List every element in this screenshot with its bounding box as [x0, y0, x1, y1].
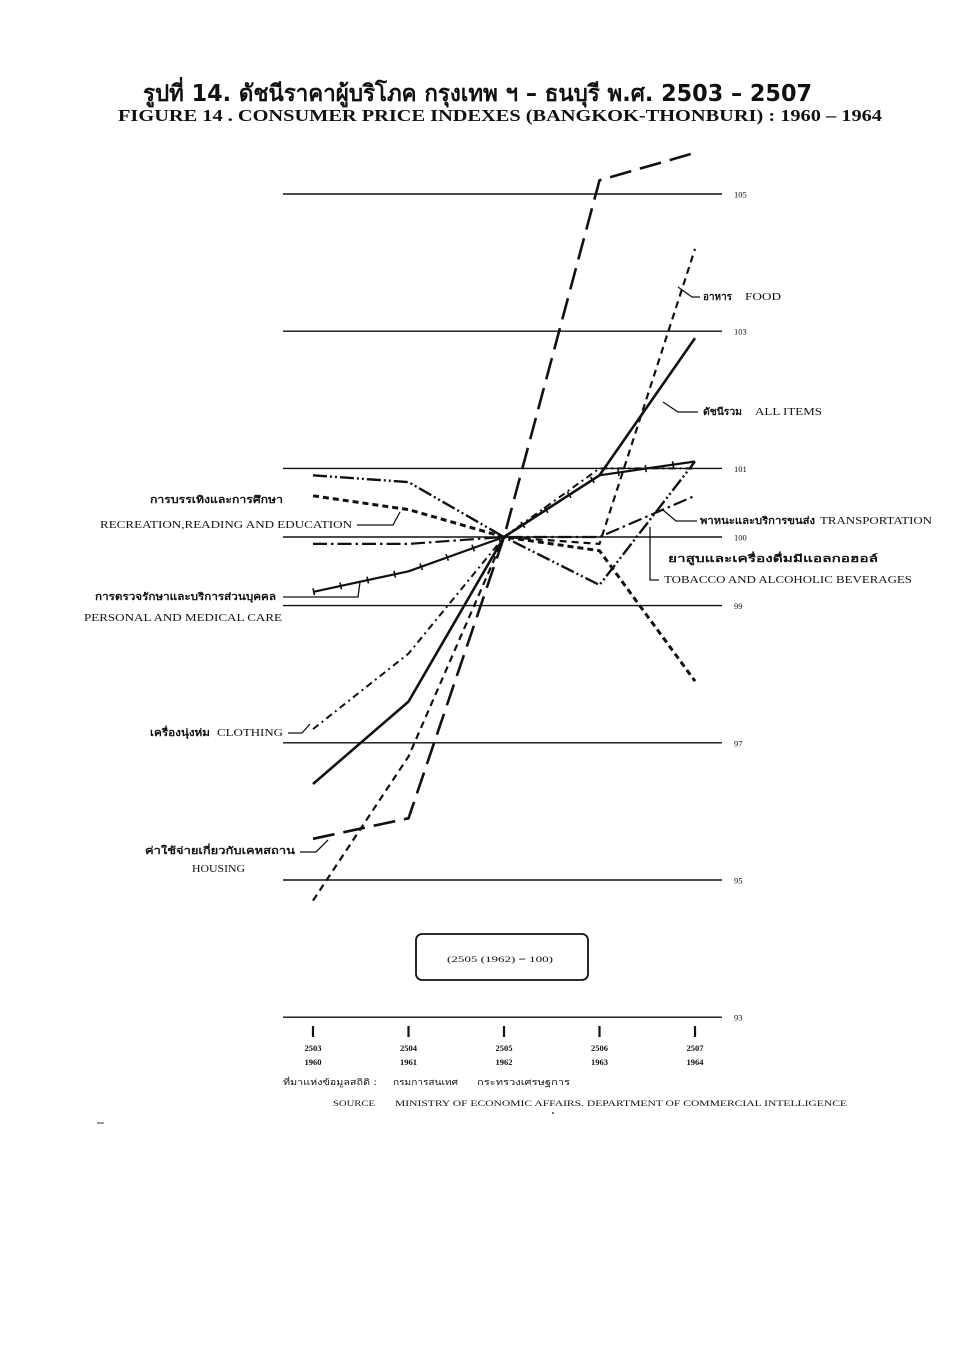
- chart-title-thai: รูปที่ 14. ดัชนีราคาผู้บริโภค กรุงเทพ ฯ – ธนบุรี พ.ศ. 2503 – 2507: [143, 81, 833, 107]
- label-all-items: ALL ITEMS: [755, 407, 822, 418]
- y-tick-label-100: 100: [734, 532, 747, 543]
- y-tick-label-101: 101: [734, 463, 747, 474]
- y-tick-label-97: 97: [734, 738, 743, 749]
- label-housing-thai: ค่าใช้จ่ายเกี่ยวกับเคหสถาน: [145, 846, 261, 857]
- y-tick-label-93: 93: [734, 1012, 743, 1023]
- x-axis: [305, 1026, 705, 1067]
- series-line-food: [313, 249, 695, 901]
- label-tobacco: TOBACCO AND ALCOHOLIC BEVERAGES: [664, 575, 912, 586]
- label-recreation: RECREATION,READING AND EDUCATION: [100, 520, 352, 531]
- x-tick-label-thai-1963: 2506: [591, 1043, 608, 1053]
- y-tick-label-99: 99: [734, 601, 743, 612]
- source-ministry-thai: กระทรวงเศรษฐการ: [477, 1078, 571, 1088]
- y-tick-label-105: 105: [734, 189, 747, 200]
- label-personal-medical-thai: การตรวจรักษาและบริการส่วนบุคคล: [95, 592, 251, 603]
- source-label-thai: ที่มาแห่งข้อมูลสถิติ :: [283, 1078, 358, 1088]
- series-line-clothing: [313, 468, 695, 729]
- source-department-thai: กรมการสนเทศ: [393, 1078, 459, 1088]
- label-transportation-thai: พาหนะและบริการขนส่ง: [700, 516, 803, 527]
- x-tick-label-1961: 1961: [400, 1057, 417, 1067]
- label-clothing-thai: เครื่องนุ่งห่ม: [150, 728, 202, 739]
- label-tobacco-thai: ยาสูบและเครื่องดื่มมีแอลกอฮอล์: [668, 554, 805, 565]
- series-lines: [313, 153, 695, 901]
- leader-all-items: [663, 402, 698, 412]
- label-recreation-thai: การบรรเทิงและการศึกษา: [150, 495, 259, 506]
- label-food-thai: อาหาร: [703, 292, 733, 303]
- source-label: SOURCE: [333, 1098, 375, 1108]
- x-tick-label-1962: 1962: [495, 1057, 513, 1067]
- label-personal-medical: PERSONAL AND MEDICAL CARE: [84, 613, 282, 624]
- series-line-recreation-reading-and-education: [313, 496, 695, 681]
- gridlines: [283, 194, 722, 1017]
- chart-title: FIGURE 14 . CONSUMER PRICE INDEXES (BANGKOK-THONBURI) : 1960 – 1964: [118, 106, 883, 125]
- leader-tobacco: [650, 527, 659, 580]
- x-tick-label-thai-1962: 2505: [495, 1043, 513, 1053]
- series-line-tobacco-and-alcoholic-beverages: [313, 462, 695, 586]
- series-ticks-personal-and-medical-care: [313, 462, 695, 592]
- leader-clothing: [288, 724, 310, 733]
- leader-housing: [300, 840, 328, 852]
- leader-recreation: [357, 512, 400, 525]
- x-tick-label-1963: 1963: [591, 1057, 608, 1067]
- leader-transportation: [663, 510, 697, 521]
- x-tick-label-1960: 1960: [304, 1057, 322, 1067]
- label-housing: HOUSING: [192, 864, 245, 875]
- source-text: MINISTRY OF ECONOMIC AFFAIRS. DEPARTMENT OF COMMERCIAL INTELLIGENCE: [395, 1098, 847, 1108]
- y-tick-labels: [734, 190, 747, 1023]
- scan-dot: [552, 1112, 554, 1114]
- label-clothing: CLOTHING: [217, 728, 283, 739]
- x-tick-label-thai-1961: 2504: [400, 1043, 417, 1053]
- y-tick-label-103: 103: [734, 326, 747, 337]
- series-line-all-items: [313, 338, 695, 784]
- series-line-personal-and-medical-care: [313, 462, 695, 592]
- x-tick-label-thai-1964: 2507: [686, 1043, 704, 1053]
- x-tick-label-thai-1960: 2503: [304, 1043, 322, 1053]
- y-tick-label-95: 95: [734, 875, 743, 886]
- label-all-items-thai: ดัชนีรวม: [703, 407, 741, 418]
- base-note: (2505 (1962) = 100): [447, 954, 554, 964]
- x-tick-label-1964: 1964: [686, 1057, 704, 1067]
- label-transportation: TRANSPORTATION: [820, 516, 932, 527]
- label-food: FOOD: [745, 292, 781, 303]
